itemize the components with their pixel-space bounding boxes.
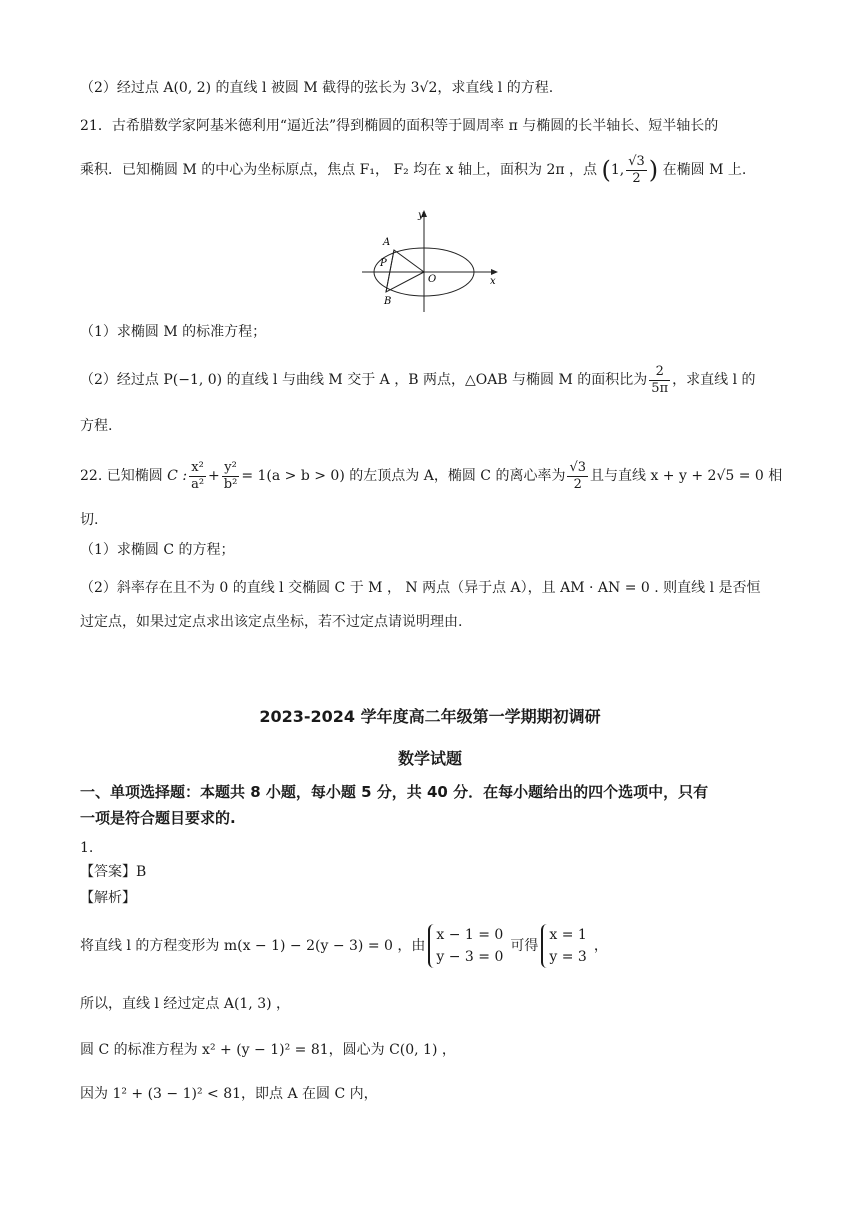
sys1-bot: y − 3 = 0	[436, 949, 504, 965]
ratio-num: 2	[649, 364, 670, 381]
q22-part2: （2）斜率存在且不为 0 的直线 l 交椭圆 C 于 M ， N 两点（异于点 A），且 AM · AN = 0 . 则直线 l 是否恒	[80, 580, 761, 596]
sys2-bot: y = 3	[549, 949, 587, 965]
q20-part2: （2）经过点 A(0, 2) 的直线 l 被圆 M 截得的弦长为 3√2，求直线 l 的方程.	[80, 80, 554, 96]
triangle-oab	[386, 250, 424, 292]
answer-label: 【答案】B	[80, 864, 147, 880]
q22-mid: 的左顶点为 A，椭圆 C 的离心率为	[349, 468, 566, 484]
solution-line2: 所以，直线 l 经过定点 A(1, 3) ，	[80, 996, 291, 1012]
q21-part2-end: 方程.	[80, 418, 113, 434]
plus-sign: +	[208, 468, 220, 484]
answer-subtitle: 数学试题	[397, 749, 462, 768]
point-y-den: 2	[632, 170, 641, 186]
point-y-fraction	[626, 154, 647, 187]
q21-line2	[80, 152, 746, 188]
q21-part2-text: （2）经过点 P(−1, 0) 的直线 l 与曲线 M 交于 A ，B 两点，△OAB 与椭圆 M 的面积比为	[80, 372, 648, 388]
label-b: B	[384, 296, 392, 307]
label-y: y	[418, 210, 424, 221]
q21-line1: 21．古希腊数学家阿基米德利用“逼近法”得到椭圆的面积等于圆周率 π 与椭圆的长半轴长、短半轴长的	[80, 118, 719, 134]
q21-line2-tail: 在椭圆 M 上.	[662, 162, 747, 178]
q22-line2: 切.	[80, 512, 99, 528]
q22-part2-end: 过定点，如果过定点求出该定点坐标，若不过定点请说明理由.	[80, 614, 463, 630]
q22-line1	[80, 456, 782, 496]
y2: y²	[222, 460, 240, 477]
item-number: 1.	[80, 840, 94, 856]
e-den: 2	[573, 476, 582, 492]
paren-open: (	[601, 156, 611, 184]
paren-close: )	[648, 156, 659, 184]
q21-line2-text: 乘积．已知椭圆 M 的中心为坐标原点，焦点 F₁， F₂ 均在 x 轴上，面积为 2π ，点	[80, 162, 598, 178]
solution-line3: 圆 C 的标准方程为 x² + (y − 1)² = 81，圆心为 C(0, 1) ，	[80, 1042, 456, 1058]
section1-line2: 一项是符合题目要求的.	[80, 809, 236, 827]
x-arrow	[491, 269, 498, 275]
q22-lead: 22. 已知椭圆	[80, 468, 163, 484]
sol1-text: 将直线 l 的方程变形为 m(x − 1) − 2(y − 3) = 0 ，由	[80, 938, 426, 954]
label-x: x	[490, 276, 496, 287]
ratio-den: 5π	[651, 380, 669, 396]
label-a: A	[383, 237, 391, 248]
a2: a²	[191, 476, 205, 492]
equation-rest: = 1(a > b > 0)	[241, 468, 345, 484]
ellipse-figure	[358, 208, 504, 314]
q21-part2	[80, 362, 756, 398]
q22-part1: （1）求椭圆 C 的方程；	[80, 542, 235, 558]
point-y-num: √3	[628, 153, 645, 169]
sol1-mid: 可得	[510, 938, 539, 954]
answer-title: 2023-2024 学年度高二年级第一学期期初调研	[259, 707, 601, 726]
analysis-label: 【解析】	[80, 890, 136, 906]
section1-line1: 一、单项选择题：本题共 8 小题，每小题 5 分，共 40 分．在每小题给出的四个选项中，只有	[80, 783, 709, 801]
x2-over-a2	[189, 460, 206, 493]
area-ratio-fraction	[649, 364, 670, 397]
y2-over-b2	[222, 460, 240, 493]
sol1-end: ，	[593, 938, 608, 954]
q21-part2-tail: ，求直线 l 的	[672, 372, 756, 388]
solution-line1	[80, 920, 608, 972]
sys1-top: x − 1 = 0	[436, 927, 504, 943]
q21-part1: （1）求椭圆 M 的标准方程；	[80, 324, 267, 340]
x2: x²	[189, 460, 206, 477]
sys2-top: x = 1	[549, 927, 587, 943]
q22-tail: 且与直线 x + y + 2√5 = 0 相	[590, 468, 783, 484]
e-num: √3	[569, 459, 587, 475]
eccentricity-fraction	[567, 460, 588, 493]
ellipse-c-label: C :	[167, 468, 188, 484]
equation-system-2	[541, 924, 590, 968]
solution-line4: 因为 1² + (3 − 1)² < 81，即点 A 在圆 C 内，	[80, 1086, 378, 1102]
b2: b²	[223, 476, 238, 492]
label-p: P	[380, 258, 387, 269]
label-o: O	[428, 274, 437, 285]
point-x: 1,	[610, 162, 625, 178]
equation-system-1	[428, 924, 507, 968]
